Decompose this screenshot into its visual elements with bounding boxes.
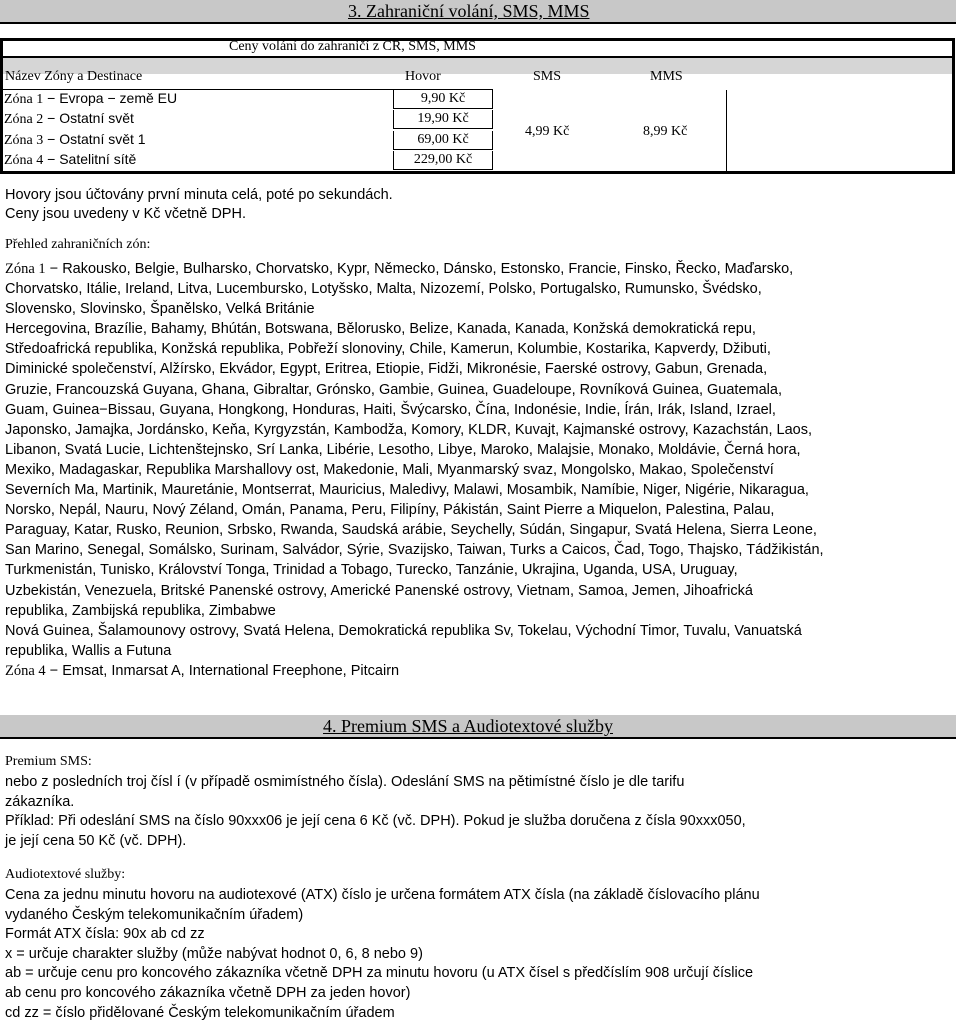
audiotext-text xyxy=(5,886,955,1023)
zones-list xyxy=(5,259,955,661)
header-mms: MMS xyxy=(650,69,683,84)
zones-line: Diminické společenství, Alžírsko, Ekvádor, Egypt, Eritrea, Etiopie, Fidži, Mikronésie, Faerské ostrovy, Gabun, Grenada, xyxy=(5,361,768,378)
zones-line: Libanon, Svatá Lucie, Lichtenštejnsko, Srí Lanka, Libérie, Lesotho, Libye, Maroko, Malajsie, Monako, Moldávie, Černá hora, xyxy=(5,441,801,458)
text-line: Cena za jednu minutu hovoru na audiotexové (ATX) číslo je určena formátem ATX čísla (na základě číslovacího plánu xyxy=(5,887,760,903)
zone-4-name: Zóna 4 − Satelitní sítě xyxy=(4,151,137,168)
text-line: x = určuje charakter služby (může nabývat hodnot 0, 6, 8 nebo 9) xyxy=(5,945,423,962)
zones-line: Japonsko, Jamajka, Jordánsko, Keňa, Kyrgyzstán, Kambodža, Komory, KLDR, Kuvajt, Kajmanské ostrovy, Kazachstán, Laos, xyxy=(5,421,813,438)
zones-line: republika, Wallis a Futuna xyxy=(5,642,172,659)
text-line: ab = určuje cenu pro koncového zákazníka včetně DPH za minutu hovoru (u ATX čísel s předčíslím 908 určují číslice xyxy=(5,965,754,982)
vat-note: Ceny jsou uvedeny v Kč včetně DPH. xyxy=(5,206,246,222)
text-line: vydaného Českým telekomunikačním úřadem) xyxy=(5,906,304,923)
zones-line: Chorvatsko, Itálie, Ireland, Litva, Lucembursko, Lotyšsko, Malta, Nizozemí, Polsko, Portugalsko, Rumunsko, Švédsko, xyxy=(5,281,762,298)
rates-table-caption: Ceny volání do zahraničí z ČR, SMS, MMS xyxy=(229,39,476,54)
zones-line: Středoafrická republika, Konžská republika, Pobřeží slonoviny, Chile, Kamerun, Kolumbie, Kostarika, Kapverdy, Džibuti, xyxy=(5,341,771,358)
zone-2-call-price: 19,90 Kč xyxy=(393,110,493,129)
zone-1-call-price: 9,90 Kč xyxy=(393,90,493,109)
zones-line: Turkmenistán, Tunisko, Království Tonga, Trinidad a Tobago, Turecko, Tanzánie, Ukrajina, Uganda, USA, Uruguay, xyxy=(5,562,738,579)
section-4-title: 4. Premium SMS a Audiotextové služby xyxy=(323,716,613,736)
zone-1-name: Zóna 1 − Evropa − země EU xyxy=(4,90,178,107)
premium-sms-label: Premium SMS: xyxy=(5,754,92,769)
zone-4-call-price: 229,00 Kč xyxy=(393,151,493,170)
zones-line: Slovensko, Slovinsko, Španělsko, Velká Británie xyxy=(5,301,315,318)
text-line: Formát ATX čísla: 90x ab cd zz xyxy=(5,926,205,943)
zones-line: Nová Guinea, Šalamounovy ostrovy, Svatá Helena, Demokratická republika Sv, Tokelau, Východní Timor, Tuvalu, Vanuatská xyxy=(5,622,802,639)
text-line: Příklad: Při odeslání SMS na číslo 90xxx06 je její cena 6 Kč (vč. DPH). Pokud je služba doručena z čísla 90xxx050, xyxy=(5,813,746,830)
zone-3-call-price: 69,00 Kč xyxy=(393,131,493,150)
text-line: zákazníka. xyxy=(5,793,75,810)
zones-line: Hercegovina, Brazílie, Bahamy, Bhútán, Botswana, Bělorusko, Belize, Kanada, Kanada, Konžská demokratická repu, xyxy=(5,321,756,338)
zones-line: Zóna 1 − Rakousko, Belgie, Bulharsko, Chorvatsko, Kypr, Německo, Dánsko, Estonsko, Francie, Finsko, Řecko, Maďarsko, xyxy=(5,261,794,277)
zones-line: Uzbekistán, Venezuela, Britské Panenské ostrovy, Americké Panenské ostrovy, Vietnam, Samoa, Jemen, Jihoafrická xyxy=(5,582,753,599)
text-line: je její cena 50 Kč (vč. DPH). xyxy=(5,832,187,849)
zones-line: Norsko, Nepál, Nauru, Nový Zéland, Omán, Panama, Peru, Filipíny, Pákistán, Saint Pierre a Miquelon, Palestina, Palau, xyxy=(5,502,775,519)
zones-overview-label: Přehled zahraničních zón: xyxy=(5,237,151,252)
zones-line: Paraguay, Katar, Rusko, Reunion, Srbsko, Rwanda, Saudská arábie, Seychelly, Súdán, Singapur, Svatá Helena, Sierra Leone, xyxy=(5,522,817,539)
zones-line: Mexiko, Madagaskar, Republika Marshallovy ost, Makedonie, Mali, Myanmarský svaz, Mongolsko, Makao, Společenství xyxy=(5,461,774,478)
header-sms: SMS xyxy=(533,69,562,84)
header-zone-name: Název Zóny a Destinace xyxy=(5,69,143,84)
text-line: cd zz = číslo přidělované Českým telekomunikačním úřadem xyxy=(5,1004,395,1021)
text-line: nebo z posledních troj čísl í (v případě osmimístného čísla). Odeslání SMS na pětimístné číslo je dle tarifu xyxy=(5,774,685,790)
rates-table-header-row xyxy=(3,56,952,74)
zones-line: San Marino, Senegal, Somálsko, Surinam, Salvádor, Sýrie, Svazijsko, Taiwan, Turks a Caicos, Čad, Togo, Thajsko, Tádžikistán, xyxy=(5,542,824,559)
zone-3-name: Zóna 3 − Ostatní svět 1 xyxy=(4,131,146,148)
billing-note: Hovory jsou účtovány první minuta celá, poté po sekundách. xyxy=(5,187,393,203)
zone-2-name: Zóna 2 − Ostatní svět xyxy=(4,110,134,127)
header-call: Hovor xyxy=(405,69,441,84)
audiotext-label: Audiotextové služby: xyxy=(5,867,126,882)
text-line: ab cenu pro koncového zákazníka včetně DPH za jeden hovor) xyxy=(5,984,411,1001)
sms-price: 4,99 Kč xyxy=(525,124,570,139)
mms-price: 8,99 Kč xyxy=(643,124,688,139)
zones-line: Severních Ma, Martinik, Mauretánie, Montserrat, Mauricius, Maledivy, Malawi, Mosambik, Namíbie, Niger, Nigérie, Nikaragua, xyxy=(5,482,809,499)
zones-line: republika, Zambijská republika, Zimbabwe xyxy=(5,602,276,619)
zones-line: Gruzie, Francouzská Guyana, Ghana, Gibraltar, Grónsko, Gambie, Guinea, Guadeloupe, Rovníková Guinea, Guatemala, xyxy=(5,381,782,398)
zones-line: Guam, Guinea−Bissau, Guyana, Hongkong, Honduras, Haiti, Švýcarsko, Čína, Indonésie, Indie, Írán, Irák, Island, Izrael, xyxy=(5,401,776,418)
zone-4-description: Zóna 4 − Emsat, Inmarsat A, International Freephone, Pitcairn xyxy=(5,663,400,679)
premium-sms-text xyxy=(5,773,955,851)
section-3-title: 3. Zahraniční volání, SMS, MMS xyxy=(348,1,590,21)
